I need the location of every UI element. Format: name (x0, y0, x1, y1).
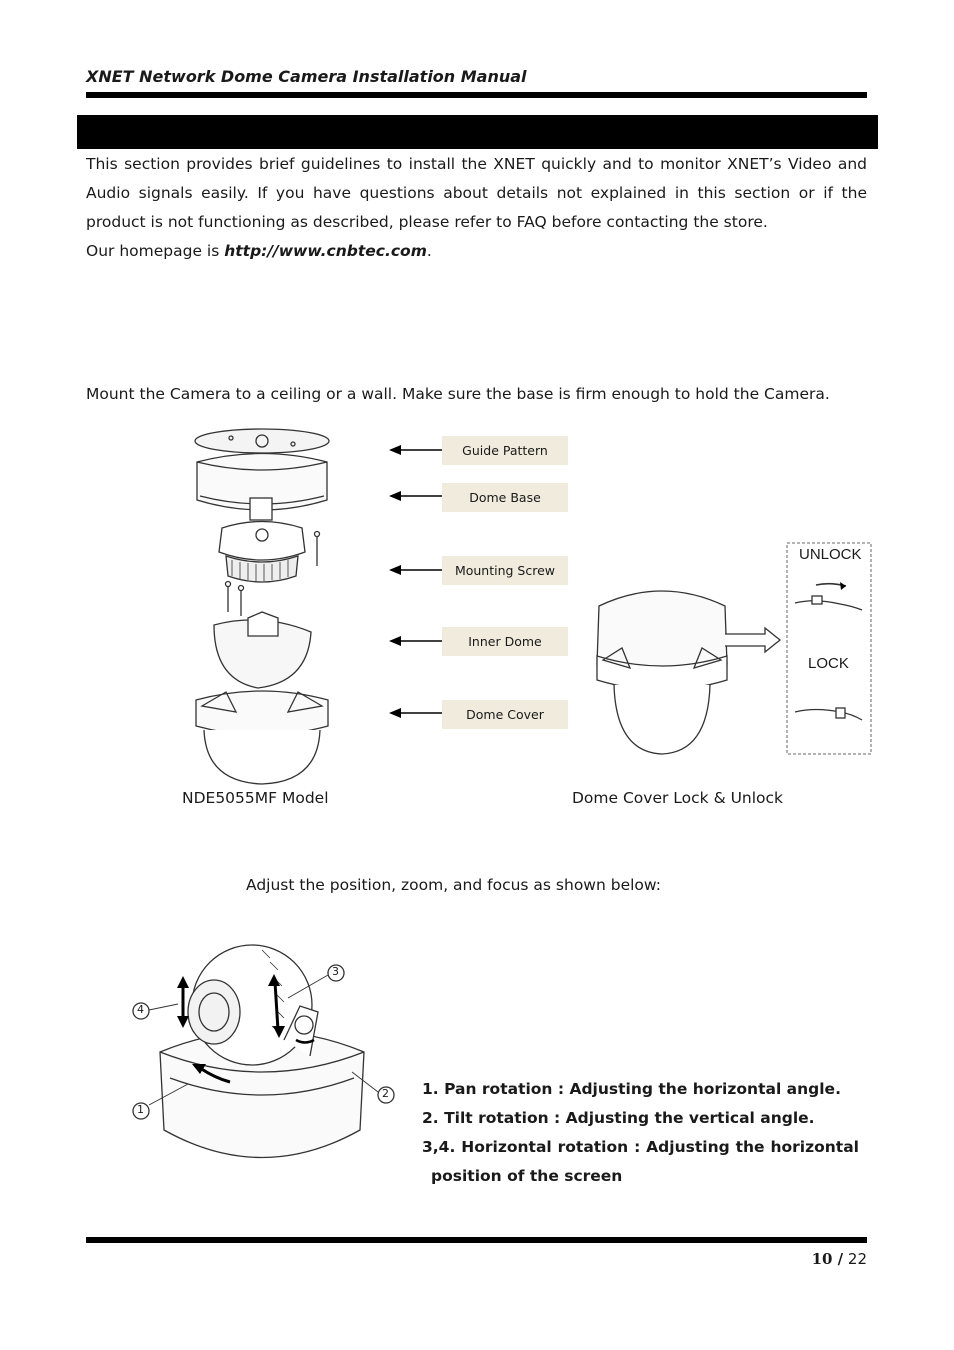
mount-instruction: Mount the Camera to a ceiling or a wall. Make sure the base is firm enough to hold the Camera. (86, 385, 830, 403)
label-inner-dome: Inner Dome (442, 627, 568, 656)
page-number: 10 / 22 (811, 1250, 867, 1268)
callout-4: 4 (137, 1003, 144, 1016)
lock-label: LOCK (808, 655, 849, 672)
callout-3: 3 (332, 965, 339, 978)
homepage-link[interactable]: http://www.cnbtec.com (224, 242, 427, 260)
footer-rule (86, 1237, 867, 1243)
callout-1: 1 (137, 1103, 144, 1116)
manual-title: XNET Network Dome Camera Installation Manual (86, 67, 527, 86)
model-caption: NDE5055MF Model (182, 789, 329, 807)
unlock-label: UNLOCK (799, 546, 862, 563)
lock-caption: Dome Cover Lock & Unlock (572, 789, 784, 807)
adjust-instruction: Adjust the position, zoom, and focus as shown below: (246, 876, 661, 894)
step-2: 2. Tilt rotation : Adjusting the vertical angle. (422, 1109, 815, 1127)
label-dome-cover: Dome Cover (442, 700, 568, 729)
homepage-line: Our homepage is http://www.cnbtec.com. (86, 242, 432, 260)
step-3-4: 3,4. Horizontal rotation : Adjusting the horizontal (422, 1138, 859, 1156)
intro-paragraph: This section provides brief guidelines to install the XNET quickly and to monitor XNET’s Video and Audio signals easily. If you have questions about details not explained in this section or if the product is not functioning as described, please refer to FAQ before contacting the store. (86, 155, 867, 231)
adjustment-steps (422, 1075, 859, 1191)
label-mounting-screw: Mounting Screw (442, 556, 568, 585)
step-1: 1. Pan rotation : Adjusting the horizontal angle. (422, 1080, 841, 1098)
label-dome-base: Dome Base (442, 483, 568, 512)
callout-2: 2 (382, 1087, 389, 1100)
step-3-4-continued: position of the screen (431, 1167, 623, 1185)
label-guide-pattern: Guide Pattern (442, 436, 568, 465)
